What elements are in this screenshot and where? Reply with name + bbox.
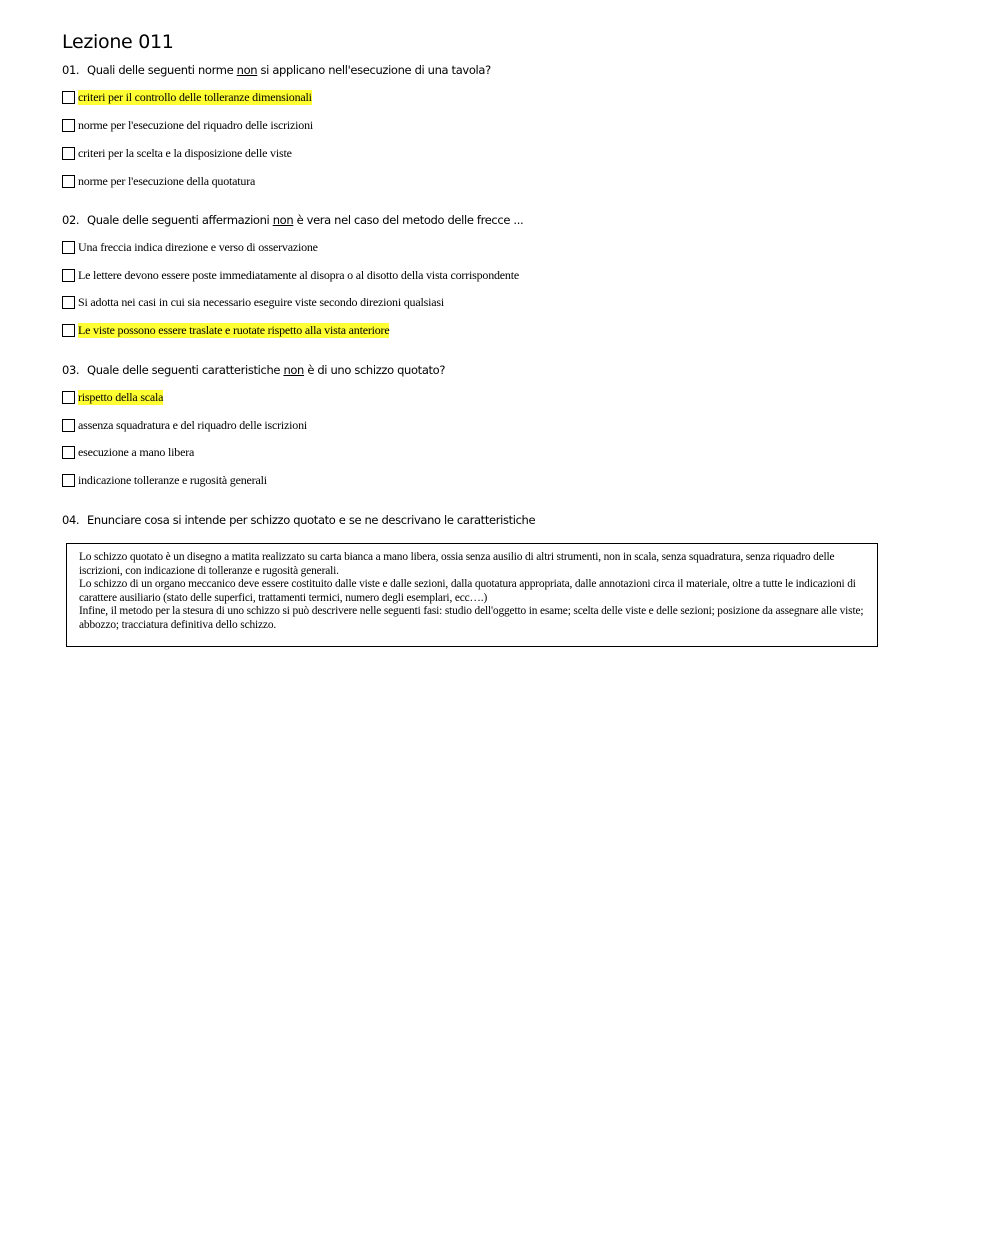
option-03-d[interactable]	[62, 472, 267, 488]
option-text: assenza squadratura e del riquadro delle iscrizioni	[78, 417, 308, 432]
option-text: criteri per la scelta e la disposizione delle viste	[78, 145, 292, 160]
question-02	[62, 213, 523, 227]
option-02-d[interactable]	[62, 322, 389, 338]
question-text-end: è vera nel caso del metodo delle frecce ...	[293, 213, 524, 227]
checkbox[interactable]	[62, 175, 75, 188]
question-underlined-word: non	[272, 213, 294, 227]
option-01-b[interactable]	[62, 117, 313, 133]
checkbox[interactable]	[62, 91, 75, 104]
option-02-b[interactable]	[62, 267, 519, 283]
option-text: criteri per il controllo delle tolleranze dimensionali	[78, 89, 312, 104]
question-number: 03.	[62, 363, 80, 377]
checkbox[interactable]	[62, 474, 75, 487]
question-text: Enunciare cosa si intende per schizzo quotato e se ne descrivano le caratteristiche	[87, 513, 536, 527]
checkbox[interactable]	[62, 147, 75, 160]
checkbox[interactable]	[62, 241, 75, 254]
question-number: 02.	[62, 213, 80, 227]
option-text: rispetto della scala	[78, 389, 164, 404]
option-text: indicazione tolleranze e rugosità generali	[78, 472, 267, 487]
checkbox[interactable]	[62, 446, 75, 459]
option-02-c[interactable]	[62, 294, 444, 310]
option-text: norme per l'esecuzione della quotatura	[78, 173, 256, 188]
checkbox[interactable]	[62, 296, 75, 309]
option-text: norme per l'esecuzione del riquadro delle iscrizioni	[78, 117, 313, 132]
checkbox[interactable]	[62, 391, 75, 404]
question-underlined-word: non	[236, 63, 258, 77]
option-text: Si adotta nei casi in cui sia necessario eseguire viste secondo direzioni qualsiasi	[78, 294, 444, 309]
option-01-a[interactable]	[62, 89, 312, 105]
question-text: Quale delle seguenti affermazioni	[87, 213, 273, 227]
question-number: 04.	[62, 513, 80, 527]
checkbox[interactable]	[62, 324, 75, 337]
option-01-d[interactable]	[62, 173, 255, 189]
option-01-c[interactable]	[62, 145, 292, 161]
checkbox[interactable]	[62, 419, 75, 432]
question-text: Quale delle seguenti caratteristiche	[87, 363, 284, 377]
page-title: Lezione 011	[62, 31, 174, 53]
option-text: Le lettere devono essere poste immediatamente al disopra o al disotto della vista corrispondente	[78, 267, 519, 282]
answer-paragraph: Lo schizzo quotato è un disegno a matita realizzato su carta bianca a mano libera, ossia senza ausilio di altri strumenti, non in scala, senza squadratura, senza riquadro delle iscrizioni, con indicazione di tolleranze e rugosità generali.	[79, 551, 835, 577]
option-text: Le viste possono essere traslate e ruotate rispetto alla vista anteriore	[78, 322, 390, 337]
question-text: Quali delle seguenti norme	[87, 63, 237, 77]
option-03-a[interactable]	[62, 389, 163, 405]
answer-box	[66, 543, 878, 647]
question-01	[62, 63, 491, 77]
answer-paragraph: Lo schizzo di un organo meccanico deve essere costituito dalle viste e dalle sezioni, dalla quotatura appropriata, dalle annotazioni circa il materiale, oltre a tutte le indicazioni di carattere ausiliario (stato delle superfici, trattamenti termici, numero degli esemplari, ecc….)	[79, 578, 856, 604]
question-04	[62, 513, 535, 527]
option-02-a[interactable]	[62, 239, 318, 255]
question-text-end: si applicano nell'esecuzione di una tavola?	[257, 63, 491, 77]
question-03	[62, 363, 445, 377]
question-number: 01.	[62, 63, 80, 77]
question-text-end: è di uno schizzo quotato?	[304, 363, 446, 377]
checkbox[interactable]	[62, 269, 75, 282]
answer-paragraph: Infine, il metodo per la stesura di uno schizzo si può descrivere nelle seguenti fasi: studio dell'oggetto in esame; scelta delle viste e delle sezioni; posizione da assegnare alle viste; abbozzo; tracciatura definitiva dello schizzo.	[79, 605, 864, 631]
option-text: esecuzione a mano libera	[78, 444, 195, 459]
question-underlined-word: non	[283, 363, 305, 377]
checkbox[interactable]	[62, 119, 75, 132]
option-03-c[interactable]	[62, 444, 194, 460]
option-03-b[interactable]	[62, 417, 307, 433]
option-text: Una freccia indica direzione e verso di osservazione	[78, 239, 318, 254]
